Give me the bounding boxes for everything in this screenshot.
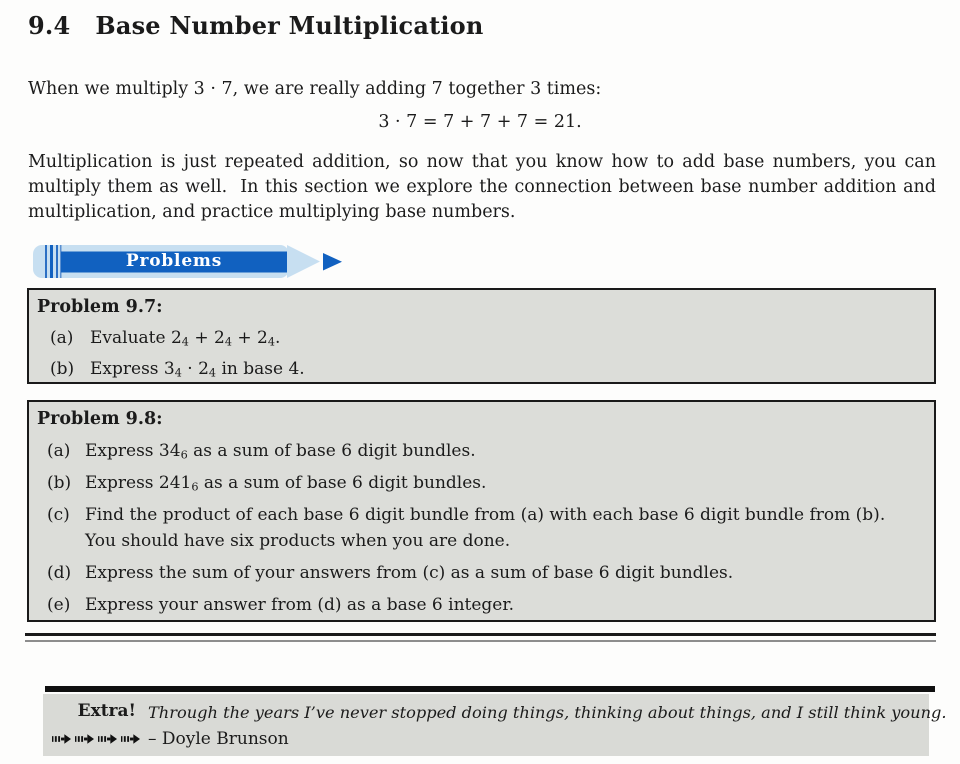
problem-item (37, 438, 926, 464)
extra-label: Extra! (77, 701, 136, 721)
problem-item (37, 560, 926, 586)
item-text: Express the sum of your answers from (c) as a sum of base 6 digit bundles. (85, 563, 734, 583)
item-text: Express $241_6$ as a sum of base 6 digit bundles. (85, 473, 487, 494)
section-header (28, 11, 484, 40)
item-text: Evaluate $2_4 + 2_4 + 2_4$. (90, 328, 281, 349)
extra-box (43, 694, 947, 756)
item-label: (a) (47, 441, 71, 461)
extra-quote: Through the years I’ve never stopped doing things, thinking about things, and I still think young. (148, 703, 947, 722)
problem-title: Problem 9.7: (37, 297, 163, 317)
problem-item (37, 592, 926, 618)
problem-9-7-box (27, 288, 936, 384)
display-equation: 3 · 7 = 7 + 7 + 7 = 21. (378, 112, 582, 132)
striped-arrow-icon (75, 733, 94, 745)
problem-item (37, 470, 926, 496)
problem-item (37, 325, 926, 351)
item-label: (c) (47, 505, 70, 525)
problem-title: Problem 9.8: (37, 409, 163, 429)
item-text: Express $3_4 \cdot 2_4$ in base 4. (90, 359, 305, 380)
item-label: (b) (47, 473, 72, 493)
item-text-line: You should have six products when you are done. (85, 531, 511, 551)
item-text: Express $34_6$ as a sum of base 6 digit bundles. (85, 441, 476, 462)
striped-arrow-icon (121, 733, 140, 745)
problem-item (37, 502, 926, 554)
item-label: (d) (47, 563, 72, 583)
problem-item (37, 356, 926, 382)
section-number: 9.4 (28, 11, 71, 40)
item-text: Express your answer from (d) as a base 6 integer. (85, 595, 515, 615)
extra-attribution: – Doyle Brunson (148, 729, 289, 749)
item-label: (e) (47, 595, 71, 615)
problem-9-8-box (27, 400, 936, 622)
item-text-line: Find the product of each base 6 digit bundle from (a) with each base 6 digit bundle from (b). (85, 505, 886, 525)
item-label: (b) (50, 359, 75, 379)
paragraph-line: multiplication, and practice multiplying base numbers. (28, 202, 516, 222)
paragraph-line: Multiplication is just repeated addition, so now that you know how to add base numbers, you can (28, 152, 936, 172)
item-label: (a) (50, 328, 74, 348)
item-text (85, 502, 885, 554)
extra-arrows (52, 727, 140, 751)
double-rule-bottom (25, 640, 936, 642)
intro-sentence: When we multiply 3 · 7, we are really adding 7 together 3 times: (28, 79, 602, 99)
paragraph-line: multiply them as well. In this section we explore the connection between base number addition and (28, 177, 936, 197)
double-rule-top (25, 633, 936, 636)
section-title: Base Number Multiplication (95, 11, 484, 40)
problems-banner (30, 242, 345, 282)
striped-arrow-icon (52, 733, 71, 745)
body-paragraph (28, 150, 936, 225)
striped-arrow-icon (98, 733, 117, 745)
thick-rule (45, 686, 935, 692)
problems-banner-label: Problems (125, 251, 223, 271)
